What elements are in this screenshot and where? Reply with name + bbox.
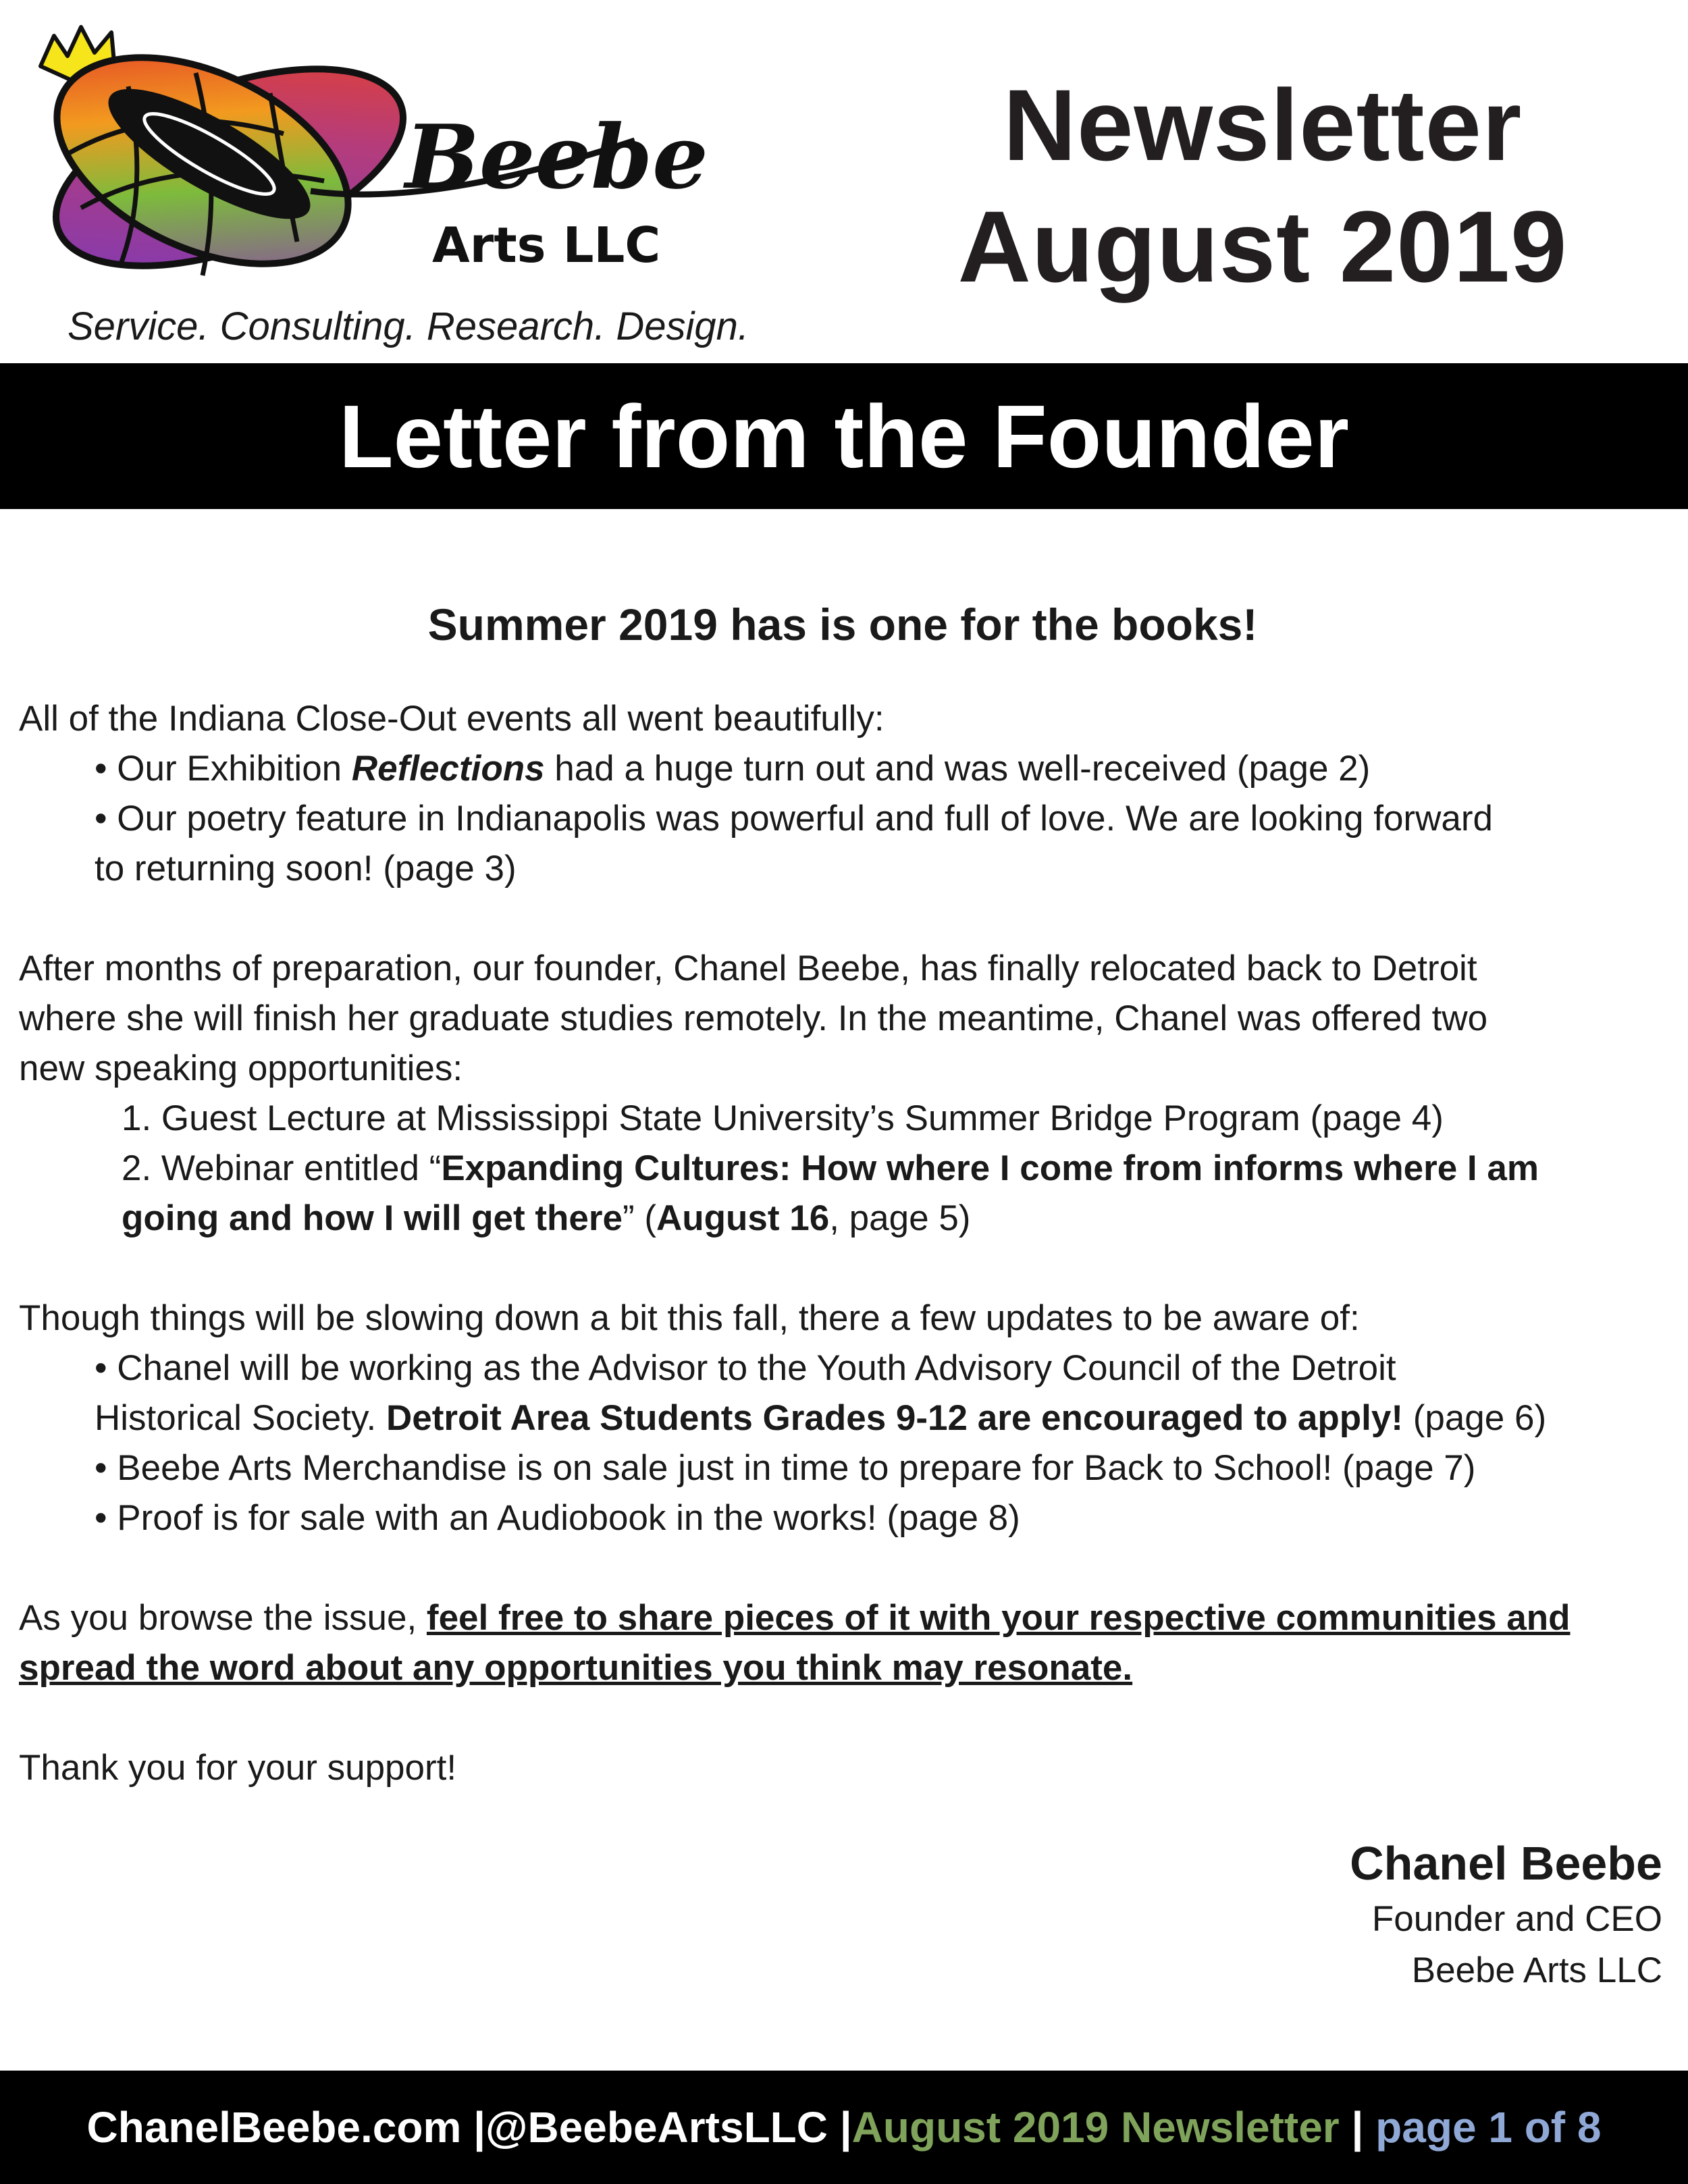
share-paragraph: As you browse the issue, feel free to share pieces of it with your respective communities and spread the word about any opportunities you think may resonate.: [19, 1598, 1571, 1688]
footer-links: ChanelBeebe.com |@BeebeArtsLLC |: [86, 2103, 852, 2152]
bullet-item: • Our poetry feature in Indianapolis was powerful and full of love. We are looking forward to returning soon! (page 3): [95, 799, 1493, 888]
bullet-item: • Beebe Arts Merchandise is on sale just in time to prepare for Back to School! (page 7): [95, 1448, 1476, 1488]
newsletter-date: August 2019: [957, 190, 1568, 303]
relocation-paragraph: After months of preparation, our founder, Chanel Beebe, has finally relocated back to Detroit where she will finish her graduate studies remotely. In the meantime, Chanel was offered two new speaking opportunities:: [19, 949, 1488, 1088]
signature-company: Beebe Arts LLC: [1411, 1950, 1662, 1990]
footer-separator: |: [1339, 2103, 1376, 2152]
beebe-arts-logo: [27, 19, 708, 289]
newsletter-label: Newsletter: [1003, 68, 1523, 182]
signature-name: Chanel Beebe: [1350, 1837, 1662, 1890]
page-footer: [0, 2071, 1688, 2184]
updates-paragraph: Though things will be slowing down a bit this fall, there a few updates to be aware of:: [19, 1298, 1360, 1338]
svg-text:Beebe: Beebe: [405, 105, 708, 209]
bullet-item: • Our Exhibition Reflections had a huge turn out and was well-received (page 2): [95, 749, 1371, 789]
letter-body: [19, 594, 1666, 1793]
section-banner: [0, 363, 1688, 509]
exhibition-name: Reflections: [351, 749, 545, 789]
newsletter-title: [932, 64, 1593, 307]
bullet-item: • Proof is for sale with an Audiobook in the works! (page 8): [95, 1498, 1020, 1538]
numbered-item: 2. Webinar entitled “Expanding Cultures: How where I come from informs where I am going and how I will get there” (August 16, page 5): [122, 1148, 1539, 1238]
bullet-item: • Chanel will be working as the Advisor to the Youth Advisory Council of the Detroit Historical Society. Detroit Area Students Grades 9-12 are encouraged to apply! (page 6): [95, 1348, 1547, 1438]
tagline: Service. Consulting. Research. Design.: [68, 304, 749, 348]
intro-paragraph: All of the Indiana Close-Out events all went beautifully:: [19, 699, 885, 739]
footer-page-number: page 1 of 8: [1375, 2103, 1602, 2152]
footer-newsletter: August 2019 Newsletter: [851, 2103, 1340, 2152]
svg-text:Arts LLC: Arts LLC: [432, 217, 661, 273]
thanks-line: Thank you for your support!: [19, 1748, 457, 1788]
letter-headline: Summer 2019 has is one for the books!: [427, 600, 1258, 649]
banner-title: Letter from the Founder: [338, 386, 1350, 486]
numbered-item: 1. Guest Lecture at Mississippi State University’s Summer Bridge Program (page 4): [122, 1098, 1444, 1138]
signature-title: Founder and CEO: [1371, 1899, 1662, 1939]
signature-block: [1350, 1833, 1662, 1996]
